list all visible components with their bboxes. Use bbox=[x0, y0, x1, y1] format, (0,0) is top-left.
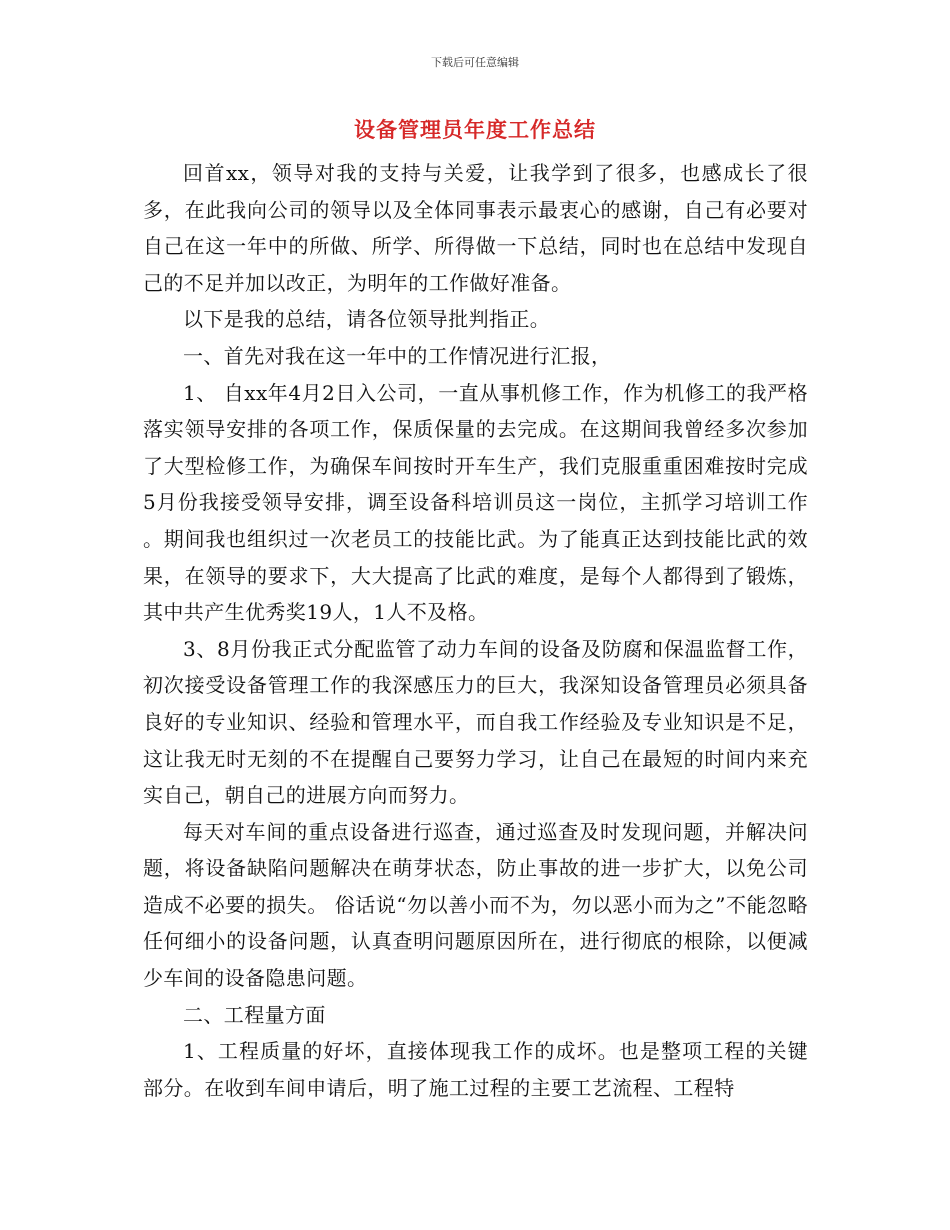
paragraph: 每天对车间的重点设备进行巡查，通过巡查及时发现问题，并解决问题，将设备缺陷问题解决在萌芽状态，防止事故的进一步扩大，以免公司造成不必要的损失。 俗话说“勿以善小而不为，勿以恶小而为之”不能忽略任何细小的设备问题，认真查明问题原因所在，进行彻底的根除，以便减少车间的设备隐患问题。 bbox=[143, 819, 808, 991]
header-note: 下载后可任意编辑 bbox=[431, 56, 519, 69]
paragraph: 二、工程量方面 bbox=[183, 1002, 326, 1027]
paragraph: 3、8月份我正式分配监管了动力车间的设备及防腐和保温监督工作，初次接受设备管理工作的我深感压力的巨大，我深知设备管理员必须具备良好的专业知识、经验和管理水平，而自我工作经验及专业知识是不足，这让我无时无刻的不在提醒自己要努力学习，让自己在最短的时间内来充实自己，朝自己的进展方向而努力。 bbox=[143, 636, 808, 808]
paragraph: 1、工程质量的好坏，直接体现我工作的成坏。也是整项工程的关键部分。在收到车间申请后，明了施工过程的主要工艺流程、工程特 bbox=[143, 1039, 808, 1100]
paragraph: 回首xx，领导对我的支持与关爱，让我学到了很多，也感成长了很多，在此我向公司的领导以及全体同事表示最衷心的感谢，自己有必要对自己在这一年中的所做、所学、所得做一下总结，同时也在总结中发现自己的不足并加以改正，为明年的工作做好准备。 bbox=[143, 161, 808, 295]
paragraph: 一、首先对我在这一年中的工作情况进行汇报， bbox=[183, 343, 612, 368]
paragraph: 1、 自xx年4月2日入公司，一直从事机修工作，作为机修工的我严格落实领导安排的各项工作，保质保量的去完成。在这期间我曾经多次参加了大型检修工作，为确保车间按时开车生产，我们克服重重困难按时完成 5月份我接受领导安排，调至设备科培训员这一岗位，主抓学习培训工作 。期间我也组织过一次老员工的技能比武。为了能真正达到技能比武的效果，在领导的要求下，大大提高了比武的难度，是每个人都得到了锻炼，其中共产生优秀奖19人，1人不及格。 bbox=[143, 380, 808, 625]
document-title: 设备管理员年度工作总结 bbox=[354, 118, 596, 142]
document-body bbox=[143, 155, 808, 1106]
paragraph: 以下是我的总结，请各位领导批判指正。 bbox=[183, 307, 551, 332]
